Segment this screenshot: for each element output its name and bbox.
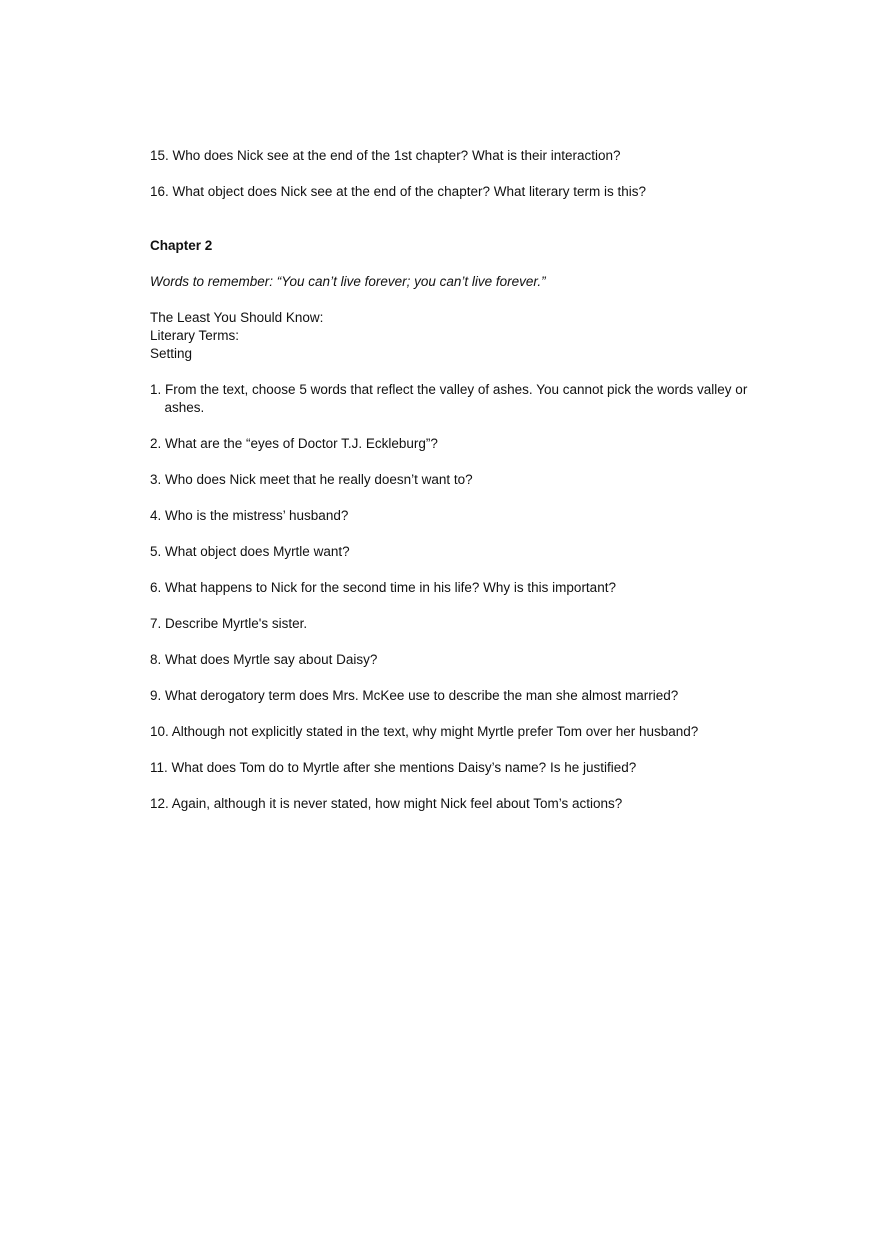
chapter-2-question-11: 11. What does Tom do to Myrtle after she mentions Daisy’s name? Is he justified? [150,760,637,775]
chapter-2-question-3: 3. Who does Nick meet that he really doesn’t want to? [150,472,473,487]
chapter-2-question-6: 6. What happens to Nick for the second time in his life? Why is this important? [150,580,616,595]
chapter-2-question-list [150,381,750,813]
chapter-2-question-5: 5. What object does Myrtle want? [150,544,350,559]
chapter-2-question-7: 7. Describe Myrtle's sister. [150,616,308,631]
chapter-2-question-1: 1. From the text, choose 5 words that reflect the valley of ashes. You cannot pick the words valley or ashes. [150,382,748,415]
chapter-2-question-4: 4. Who is the mistress’ husband? [150,508,349,523]
words-to-remember: Words to remember: “You can’t live forever; you can’t live forever.” [150,274,546,289]
literary-terms-label: Literary Terms: [150,328,240,343]
chapter-heading: Chapter 2 [150,238,213,253]
document-content [150,147,750,831]
literary-term-setting: Setting [150,346,193,361]
least-you-should-know-block [150,309,750,363]
question-16: 16. What object does Nick see at the end of the chapter? What literary term is this? [150,184,646,199]
chapter-2-question-9: 9. What derogatory term does Mrs. McKee use to describe the man she almost married? [150,688,679,703]
chapter-2-question-12: 12. Again, although it is never stated, how might Nick feel about Tom’s actions? [150,796,623,811]
chapter-2-question-8: 8. What does Myrtle say about Daisy? [150,652,378,667]
least-you-should-know-label: The Least You Should Know: [150,310,324,325]
chapter-2-question-2: 2. What are the “eyes of Doctor T.J. Eckleburg”? [150,436,438,451]
question-15: 15. Who does Nick see at the end of the 1st chapter? What is their interaction? [150,148,621,163]
chapter-2-question-10: 10. Although not explicitly stated in the text, why might Myrtle prefer Tom over her husband? [150,724,699,739]
